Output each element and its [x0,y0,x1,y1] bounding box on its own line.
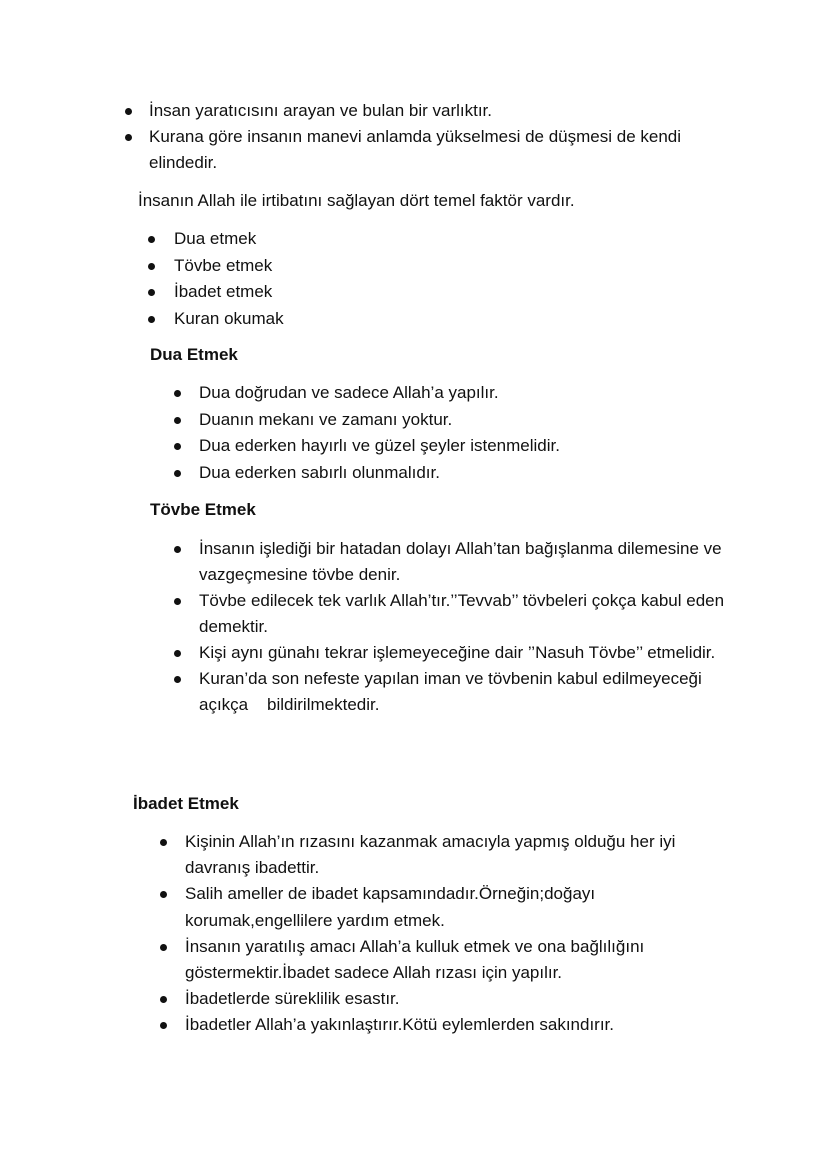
list-item [158,829,718,881]
factors-bullet-list [146,226,546,333]
list-item [146,226,546,253]
list-item-text: Kurana göre insanın manevi anlamda yükselmesi de düşmesi de kendi elindedir. [149,127,682,172]
list-item-text: Kişinin Allah’ın rızasını kazanmak amacıyla yapmış olduğu her iyi davranış ibadettir. [185,832,676,878]
section-heading-ibadet: İbadet Etmek [133,794,239,813]
tovbe-bullet-list [172,536,742,718]
list-item-text: Tövbe etmek [174,255,273,275]
dua-bullet-list [172,380,732,486]
list-item [146,253,546,280]
list-item [172,407,732,434]
bullet-icon [174,598,181,605]
bullet-icon [174,470,181,477]
bullet-icon [174,390,181,397]
list-item-text: Tövbe edilecek tek varlık Allah’tır.’’Tevvab’’ tövbeleri çokça kabul eden demektir. [199,591,725,636]
list-item-text: Dua ederken sabırlı olunmalıdır. [199,462,440,482]
bullet-icon [148,263,155,270]
list-item-text: Kuran okumak [174,309,284,329]
list-item-text: İnsanın işlediği bir hatadan dolayı Allah’tan bağışlanma dilemesine ve vazgeçmesine tövbe denir. [199,539,722,584]
intro-paragraph: İnsanın Allah ile irtibatını sağlayan dört temel faktör vardır. [138,191,575,210]
bullet-icon [174,417,181,424]
list-item-text: Kuran’da son nefeste yapılan iman ve tövbenin kabul edilmeyeceği açıkça bildirilmektedir. [199,669,707,714]
list-item-text: Dua doğrudan ve sadece Allah’a yapılır. [199,383,499,402]
bullet-icon [160,996,167,1003]
list-item [172,380,732,407]
list-item [124,98,744,124]
bullet-icon [160,1022,167,1029]
list-item [172,640,742,666]
bullet-icon [174,443,181,450]
bullet-icon [160,839,167,846]
list-item-text: Kişi aynı günahı tekrar işlemeyeceğine dair ’’Nasuh Tövbe’’ etmelidir. [199,643,716,662]
bullet-icon [160,944,167,951]
list-item [172,536,742,588]
list-item [146,306,546,333]
list-item-text: İnsanın yaratılış amacı Allah’a kulluk etmek ve ona bağlılığını göstermektir.İbadet sadece Allah rızası için yapılır. [185,936,645,983]
list-item-text: Salih ameller de ibadet kapsamındadır.Örneğin;doğayı korumak,engellilere yardım etmek. [185,884,596,930]
bullet-icon [148,316,155,323]
list-item-text: Dua ederken hayırlı ve güzel şeyler istenmelidir. [199,436,560,455]
list-item [158,986,718,1012]
section-heading-tovbe: Tövbe Etmek [150,500,256,519]
bullet-icon [174,650,181,657]
list-item-text: Dua etmek [174,229,257,248]
list-item [158,934,718,986]
list-item-text: İbadet etmek [174,282,273,302]
list-item [158,881,718,933]
list-item-text: İnsan yaratıcısını arayan ve bulan bir varlıktır. [149,101,492,120]
bullet-icon [148,236,155,243]
list-item [124,124,744,176]
bullet-icon [148,289,155,296]
list-item-text: İbadetlerde süreklilik esastır. [185,989,400,1009]
bullet-icon [174,546,181,553]
ibadet-bullet-list [158,829,718,1039]
bullet-icon [125,108,132,115]
list-item [172,433,732,460]
list-item [172,460,732,487]
list-item [172,588,742,640]
bullet-icon [125,134,132,141]
section-heading-dua: Dua Etmek [150,345,238,364]
bullet-icon [174,676,181,683]
list-item-text: İbadetler Allah’a yakınlaştırır.Kötü eylemlerden sakındırır. [185,1015,615,1035]
list-item [172,666,742,718]
list-item-text: Duanın mekanı ve zamanı yoktur. [199,409,453,429]
intro-bullet-list [124,98,744,176]
list-item [146,279,546,306]
bullet-icon [160,891,167,898]
list-item [158,1012,718,1038]
